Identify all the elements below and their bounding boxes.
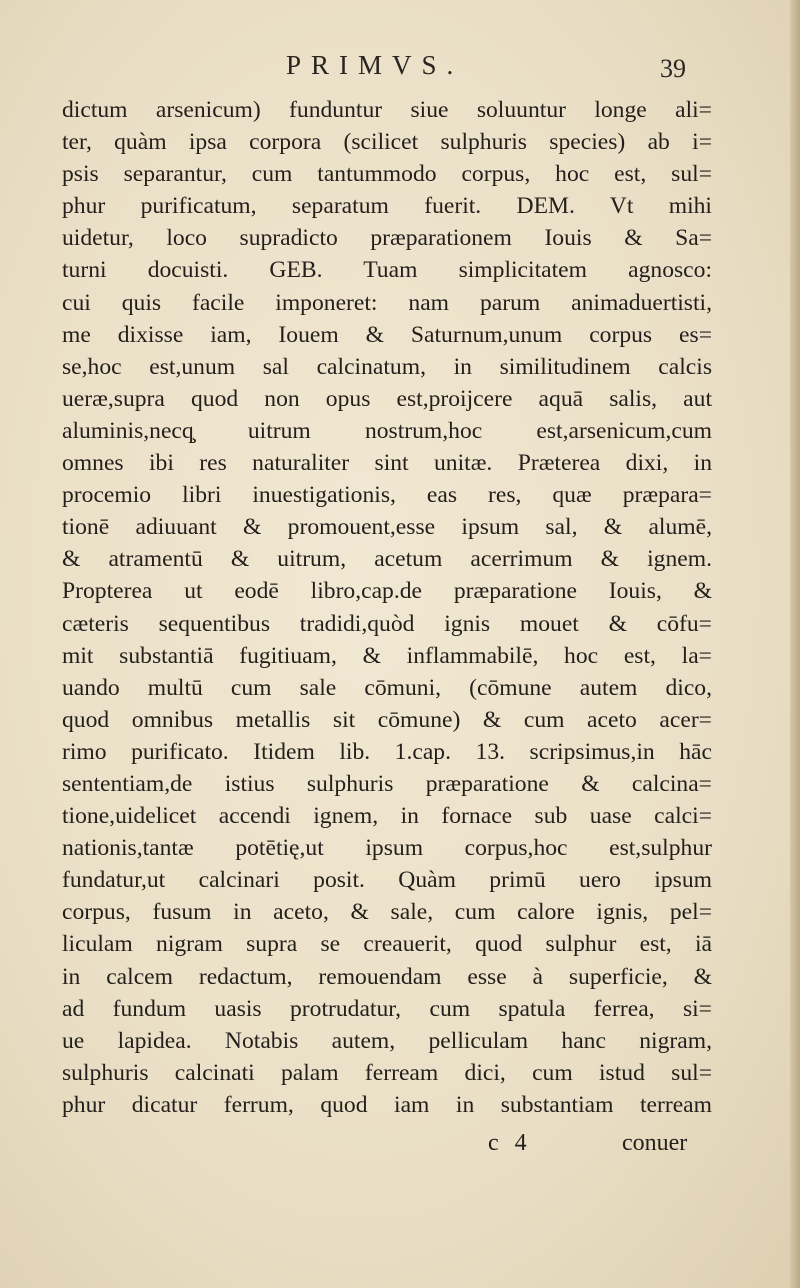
catchword: conuer xyxy=(622,1130,688,1156)
text-line: liculam nigram supra se creauerit, quod sulphur est, iā xyxy=(62,931,712,958)
text-line: phur dicatur ferrum, quod iam in substantiam terream xyxy=(62,1091,712,1118)
text-line: tionē adiuuant & promouent,esse ipsum sal, & alumē, xyxy=(62,514,712,541)
text-line: nationis,tantæ potētię,ut ipsum corpus,hoc est,sulphur xyxy=(62,835,712,862)
text-line: omnes ibi res naturaliter sint unitæ. Præterea dixi, in xyxy=(62,450,712,477)
text-line: rimo purificato. Itidem lib. 1.cap. 13. scripsimus,in hāc xyxy=(62,738,712,765)
text-line: uidetur, loco supradicto præparationem Iouis & Sa= xyxy=(62,225,712,252)
text-line: aluminis,necq̧ uitrum nostrum,hoc est,arsenicum,cum xyxy=(62,417,712,444)
text-line: in calcem redactum, remouendam esse à superficie, & xyxy=(62,963,712,990)
text-line: fundatur,ut calcinari posit. Quàm primū uero ipsum xyxy=(62,867,712,894)
text-line: dictum arsenicum) funduntur siue soluuntur longe ali= xyxy=(62,97,712,123)
text-line: & atramentū & uitrum, acetum acerrimum & ignem. xyxy=(62,546,712,573)
text-line: uando multū cum sale cōmuni, (cōmune autem dico, xyxy=(62,674,712,701)
text-line: mit substantiā fugitiuam, & inflammabilē, hoc est, la= xyxy=(62,642,712,669)
text-line: Propterea ut eodē libro,cap.de præparatione Iouis, & xyxy=(62,578,712,605)
text-line: phur purificatum, separatum fuerit. DEM. Vt mihi xyxy=(62,193,712,220)
text-line: quod omnibus metallis sit cōmune) & cum aceto acer= xyxy=(62,706,712,733)
text-line: tione,uidelicet accendi ignem, in fornace sub uase calci= xyxy=(62,803,712,830)
running-head: PRIMVS. xyxy=(286,50,464,80)
text-line: ueræ,supra quod non opus est,proijcere aquā salis, aut xyxy=(62,385,712,412)
body-text xyxy=(62,94,712,1121)
text-line: cæteris sequentibus tradidi,quòd ignis mouet & cōfu= xyxy=(62,610,712,637)
text-line: me dixisse iam, Iouem & Saturnum,unum corpus es= xyxy=(62,321,712,348)
text-line: ter, quàm ipsa corpora (scilicet sulphuris species) ab i= xyxy=(62,129,712,156)
text-line: turni docuisti. GEB. Tuam simplicitatem agnosco: xyxy=(62,257,712,284)
text-line: cui quis facile imponeret: nam parum animaduertisti, xyxy=(62,289,712,316)
text-line: se,hoc est,unum sal calcinatum, in similitudinem calcis xyxy=(62,353,712,380)
page-number: 39 xyxy=(660,54,686,83)
signature-mark: c 4 xyxy=(488,1130,527,1156)
page-header xyxy=(0,50,800,90)
text-line: psis separantur, cum tantummodo corpus, hoc est, sul= xyxy=(62,161,712,188)
text-line: procemio libri inuestigationis, eas res, quæ præpara= xyxy=(62,482,712,509)
page-footer xyxy=(0,1130,800,1166)
page-edge xyxy=(790,0,800,1288)
text-line: sententiam,de istius sulphuris præparatione & calcina= xyxy=(62,770,712,797)
text-line: ue lapidea. Notabis autem, pelliculam hanc nigram, xyxy=(62,1027,712,1054)
text-line: ad fundum uasis protrudatur, cum spatula ferrea, si= xyxy=(62,995,712,1022)
text-line: sulphuris calcinati palam ferream dici, cum istud sul= xyxy=(62,1059,712,1086)
text-line: corpus, fusum in aceto, & sale, cum calore ignis, pel= xyxy=(62,899,712,926)
